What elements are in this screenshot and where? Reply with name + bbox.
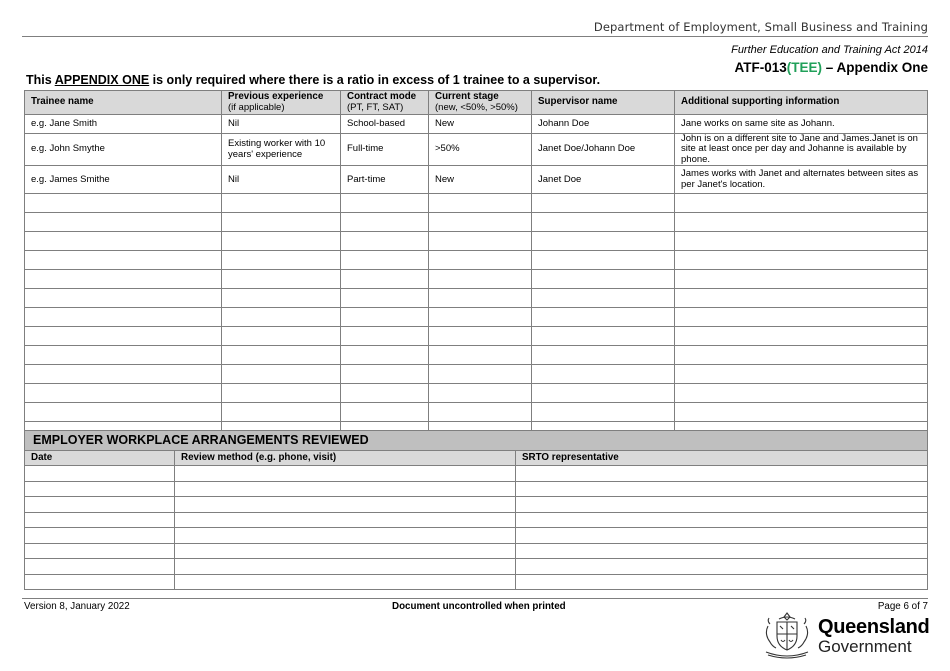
cell-additional-info[interactable]: James works with Janet and alternates between sites as per Janet's location.: [675, 166, 928, 194]
cell-current-stage[interactable]: >50%: [429, 134, 532, 166]
review-row: [25, 528, 928, 544]
empty-row: [25, 308, 928, 327]
table-row: [25, 115, 928, 134]
intro-after: is only required where there is a ratio in excess of 1 trainee to a supervisor.: [149, 73, 601, 87]
empty-cell-previous-experience[interactable]: [222, 213, 341, 232]
col-supervisor-name: Supervisor name: [532, 91, 675, 115]
empty-cell-current-stage[interactable]: [429, 308, 532, 327]
cell-contract-mode[interactable]: Part-time: [341, 166, 429, 194]
review-cell-date[interactable]: [25, 543, 175, 559]
review-cell-review-method[interactable]: [175, 481, 516, 497]
empty-cell-previous-experience[interactable]: [222, 270, 341, 289]
uncontrolled-notice: Document uncontrolled when printed: [392, 601, 566, 612]
review-row: [25, 466, 928, 482]
empty-cell-current-stage[interactable]: [429, 232, 532, 251]
col-additional-info: Additional supporting information: [675, 91, 928, 115]
empty-cell-previous-experience[interactable]: [222, 194, 341, 213]
empty-cell-contract-mode[interactable]: [341, 384, 429, 403]
empty-cell-current-stage[interactable]: [429, 365, 532, 384]
cell-current-stage[interactable]: New: [429, 166, 532, 194]
review-table-title: EMPLOYER WORKPLACE ARRANGEMENTS REVIEWED: [25, 431, 928, 451]
empty-row: [25, 327, 928, 346]
review-table-title-row: [25, 431, 928, 451]
trainee-table: [24, 90, 928, 441]
empty-row: [25, 232, 928, 251]
empty-cell-additional-info[interactable]: [675, 289, 928, 308]
empty-cell-previous-experience[interactable]: [222, 289, 341, 308]
empty-cell-current-stage[interactable]: [429, 384, 532, 403]
cell-trainee-name[interactable]: e.g. John Smythe: [25, 134, 222, 166]
review-cell-srto-representative[interactable]: [516, 466, 928, 482]
review-row: [25, 512, 928, 528]
empty-cell-previous-experience[interactable]: [222, 308, 341, 327]
cell-previous-experience[interactable]: Nil: [222, 166, 341, 194]
cell-supervisor-name[interactable]: Johann Doe: [532, 115, 675, 134]
review-cell-date[interactable]: [25, 497, 175, 513]
review-cell-srto-representative[interactable]: [516, 481, 928, 497]
review-cell-srto-representative[interactable]: [516, 543, 928, 559]
brand-queensland: Queensland: [818, 616, 930, 638]
empty-cell-additional-info[interactable]: [675, 384, 928, 403]
review-cell-date[interactable]: [25, 574, 175, 590]
empty-cell-supervisor-name[interactable]: [532, 194, 675, 213]
empty-cell-trainee-name[interactable]: [25, 327, 222, 346]
review-cell-srto-representative[interactable]: [516, 528, 928, 544]
empty-cell-current-stage[interactable]: [429, 194, 532, 213]
review-cell-srto-representative[interactable]: [516, 574, 928, 590]
empty-cell-additional-info[interactable]: [675, 346, 928, 365]
cell-current-stage[interactable]: New: [429, 115, 532, 134]
intro-before: This: [26, 73, 55, 87]
empty-cell-supervisor-name[interactable]: [532, 270, 675, 289]
review-row: [25, 543, 928, 559]
empty-cell-trainee-name[interactable]: [25, 270, 222, 289]
empty-cell-contract-mode[interactable]: [341, 213, 429, 232]
empty-cell-contract-mode[interactable]: [341, 403, 429, 422]
intro-appendix: APPENDIX ONE: [54, 73, 150, 87]
empty-cell-trainee-name[interactable]: [25, 213, 222, 232]
page-number: Page 6 of 7: [877, 601, 928, 612]
empty-cell-additional-info[interactable]: [675, 232, 928, 251]
empty-cell-contract-mode[interactable]: [341, 194, 429, 213]
empty-cell-additional-info[interactable]: [675, 251, 928, 270]
review-cell-srto-representative[interactable]: [516, 512, 928, 528]
empty-cell-trainee-name[interactable]: [25, 308, 222, 327]
empty-cell-supervisor-name[interactable]: [532, 365, 675, 384]
empty-cell-supervisor-name[interactable]: [532, 308, 675, 327]
cell-trainee-name[interactable]: e.g. James Smithe: [25, 166, 222, 194]
empty-cell-previous-experience[interactable]: [222, 327, 341, 346]
brand-government: Government: [818, 637, 912, 656]
empty-cell-trainee-name[interactable]: [25, 403, 222, 422]
review-cell-review-method[interactable]: [175, 528, 516, 544]
empty-cell-current-stage[interactable]: [429, 403, 532, 422]
cell-trainee-name[interactable]: e.g. Jane Smith: [25, 115, 222, 134]
empty-cell-additional-info[interactable]: [675, 270, 928, 289]
form-code-prefix: ATF-013: [734, 60, 787, 75]
empty-cell-contract-mode[interactable]: [341, 327, 429, 346]
review-cell-review-method[interactable]: [175, 497, 516, 513]
empty-row: [25, 251, 928, 270]
empty-cell-trainee-name[interactable]: [25, 251, 222, 270]
empty-cell-previous-experience[interactable]: [222, 232, 341, 251]
col-review-method: Review method (e.g. phone, visit): [175, 451, 516, 466]
empty-cell-additional-info[interactable]: [675, 365, 928, 384]
department-name: Department of Employment, Small Business and Training: [593, 20, 928, 34]
header-divider: [22, 36, 928, 37]
col-current-stage: Current stage (new, <50%, >50%): [429, 91, 532, 115]
cell-additional-info[interactable]: Jane works on same site as Johann.: [675, 115, 928, 134]
review-cell-date[interactable]: [25, 512, 175, 528]
review-row: [25, 574, 928, 590]
empty-cell-trainee-name[interactable]: [25, 194, 222, 213]
col-trainee-name: Trainee name: [25, 91, 222, 115]
empty-row: [25, 384, 928, 403]
empty-cell-contract-mode[interactable]: [341, 308, 429, 327]
review-cell-srto-representative[interactable]: [516, 497, 928, 513]
empty-cell-current-stage[interactable]: [429, 251, 532, 270]
empty-cell-contract-mode[interactable]: [341, 289, 429, 308]
empty-row: [25, 403, 928, 422]
empty-cell-current-stage[interactable]: [429, 213, 532, 232]
table-row: [25, 134, 928, 166]
empty-cell-additional-info[interactable]: [675, 194, 928, 213]
empty-row: [25, 365, 928, 384]
review-row: [25, 481, 928, 497]
intro-text: [26, 73, 600, 87]
empty-cell-supervisor-name[interactable]: [532, 403, 675, 422]
empty-cell-additional-info[interactable]: [675, 327, 928, 346]
empty-cell-trainee-name[interactable]: [25, 365, 222, 384]
empty-cell-current-stage[interactable]: [429, 346, 532, 365]
review-cell-date[interactable]: [25, 481, 175, 497]
col-previous-experience: Previous experience (if applicable): [222, 91, 341, 115]
review-cell-review-method[interactable]: [175, 543, 516, 559]
review-cell-date[interactable]: [25, 466, 175, 482]
cell-previous-experience[interactable]: Existing worker with 10 years' experience: [222, 134, 341, 166]
empty-cell-supervisor-name[interactable]: [532, 213, 675, 232]
empty-cell-trainee-name[interactable]: [25, 346, 222, 365]
form-code: [734, 60, 928, 75]
review-row: [25, 559, 928, 575]
empty-cell-previous-experience[interactable]: [222, 365, 341, 384]
queensland-government-logo: [760, 610, 930, 660]
review-table: [24, 430, 928, 590]
empty-cell-contract-mode[interactable]: [341, 365, 429, 384]
cell-previous-experience[interactable]: Nil: [222, 115, 341, 134]
form-code-suffix: – Appendix One: [821, 60, 928, 75]
review-cell-srto-representative[interactable]: [516, 559, 928, 575]
empty-cell-contract-mode[interactable]: [341, 270, 429, 289]
empty-cell-previous-experience[interactable]: [222, 384, 341, 403]
empty-row: [25, 213, 928, 232]
form-code-tee: (TEE): [786, 60, 822, 75]
empty-cell-contract-mode[interactable]: [341, 251, 429, 270]
review-cell-date[interactable]: [25, 528, 175, 544]
empty-row: [25, 346, 928, 365]
empty-cell-supervisor-name[interactable]: [532, 232, 675, 251]
act-title: Further Education and Training Act 2014: [731, 44, 928, 56]
empty-cell-current-stage[interactable]: [429, 289, 532, 308]
empty-cell-supervisor-name[interactable]: [532, 384, 675, 403]
empty-cell-current-stage[interactable]: [429, 270, 532, 289]
empty-cell-supervisor-name[interactable]: [532, 289, 675, 308]
review-cell-review-method[interactable]: [175, 512, 516, 528]
empty-cell-trainee-name[interactable]: [25, 289, 222, 308]
empty-cell-additional-info[interactable]: [675, 403, 928, 422]
review-cell-date[interactable]: [25, 559, 175, 575]
queensland-coat-of-arms-icon: [760, 610, 814, 660]
empty-row: [25, 270, 928, 289]
review-cell-review-method[interactable]: [175, 466, 516, 482]
empty-cell-previous-experience[interactable]: [222, 251, 341, 270]
empty-cell-supervisor-name[interactable]: [532, 251, 675, 270]
empty-cell-additional-info[interactable]: [675, 308, 928, 327]
empty-cell-contract-mode[interactable]: [341, 232, 429, 251]
footer-divider: [22, 598, 928, 599]
col-srto-representative: SRTO representative: [516, 451, 928, 466]
cell-contract-mode[interactable]: Full-time: [341, 134, 429, 166]
empty-cell-additional-info[interactable]: [675, 213, 928, 232]
review-table-header: [25, 451, 928, 466]
empty-cell-current-stage[interactable]: [429, 327, 532, 346]
empty-cell-previous-experience[interactable]: [222, 403, 341, 422]
trainee-table-header: [25, 91, 928, 115]
col-contract-mode: Contract mode (PT, FT, SAT): [341, 91, 429, 115]
empty-cell-supervisor-name[interactable]: [532, 327, 675, 346]
empty-cell-contract-mode[interactable]: [341, 346, 429, 365]
cell-supervisor-name[interactable]: Janet Doe/Johann Doe: [532, 134, 675, 166]
empty-cell-trainee-name[interactable]: [25, 384, 222, 403]
review-row: [25, 497, 928, 513]
cell-additional-info[interactable]: John is on a different site to Jane and James.Janet is on site at least once per day and Johanne is available by phone.: [675, 134, 928, 166]
review-cell-review-method[interactable]: [175, 559, 516, 575]
review-cell-review-method[interactable]: [175, 574, 516, 590]
table-row: [25, 166, 928, 194]
empty-row: [25, 289, 928, 308]
empty-cell-previous-experience[interactable]: [222, 346, 341, 365]
empty-cell-trainee-name[interactable]: [25, 232, 222, 251]
empty-cell-supervisor-name[interactable]: [532, 346, 675, 365]
cell-supervisor-name[interactable]: Janet Doe: [532, 166, 675, 194]
empty-row: [25, 194, 928, 213]
cell-contract-mode[interactable]: School-based: [341, 115, 429, 134]
version-label: Version 8, January 2022: [24, 601, 130, 612]
col-date: Date: [25, 451, 175, 466]
